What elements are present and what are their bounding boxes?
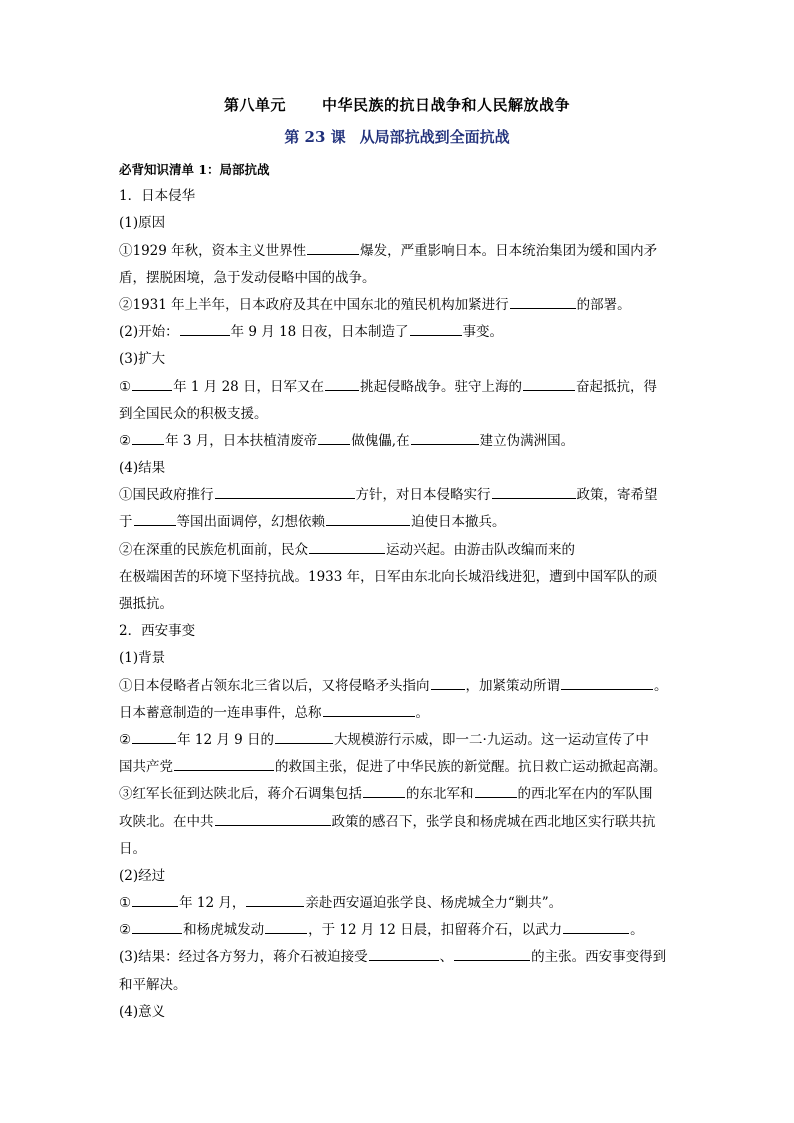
fill-blank[interactable] — [363, 783, 405, 798]
fill-blank[interactable] — [132, 430, 164, 445]
fill-blank[interactable] — [307, 240, 359, 255]
text-line: (3)结果：经过各方努力，蒋介石被迫接受 、 的主张。西安事变得到 — [119, 944, 687, 971]
fill-blank[interactable] — [132, 729, 176, 744]
text-line: 于 等国出面调停，幻想依赖 迫使日本撤兵。 — [119, 509, 687, 536]
subheading: (1)原因 — [119, 215, 166, 232]
text-line: 和平解决。 — [119, 976, 187, 993]
fill-blank[interactable] — [246, 892, 304, 907]
text-line: ③红军长征到达陕北后，蒋介石调集包括 的东北军和 的西北军在内的军队围 — [119, 781, 687, 808]
fill-blank[interactable] — [132, 919, 182, 934]
text-line: 日本蓄意制造的一连串事件，总称 。 — [119, 700, 687, 727]
text-line: (2)开始： 年 9 月 18 日夜，日本制造了 事变。 — [119, 319, 687, 346]
text-line: ②在深重的民族危机面前，民众 运动兴起。由游击队改编而来的 — [119, 537, 687, 564]
text-line: 日。 — [119, 840, 146, 857]
text-line: ①日本侵略者占领东北三省以后，又将侵略矛头指向 ，加紧策动所谓 。 — [119, 673, 687, 700]
fill-blank[interactable] — [132, 892, 178, 907]
subheading: 1．日本侵华 — [119, 188, 196, 205]
section-heading: 必背知识清单 1：局部抗战 — [119, 162, 270, 177]
fill-blank[interactable] — [265, 919, 307, 934]
lesson-name: 从局部抗战到全面抗战 — [359, 128, 510, 146]
fill-blank[interactable] — [563, 919, 629, 934]
fill-blank[interactable] — [454, 946, 530, 961]
document-body — [119, 156, 687, 1026]
fill-blank[interactable] — [323, 702, 415, 717]
text-line: 攻陕北。在中共 政策的感召下，张学良和杨虎城在西北地区实行联共抗 — [119, 809, 687, 836]
text-line: ①国民政府推行 方针，对日本侵略实行 政策，寄希望 — [119, 482, 687, 509]
fill-blank[interactable] — [431, 675, 465, 690]
subheading: 2．西安事变 — [119, 623, 196, 640]
fill-blank[interactable] — [326, 511, 410, 526]
fill-blank[interactable] — [410, 321, 462, 336]
unit-number: 第八单元 — [223, 96, 286, 114]
subheading: (4)结果 — [119, 460, 166, 477]
text-line: ②1931 年上半年，日本政府及其在中国东北的殖民机构加紧进行 的部署。 — [119, 292, 687, 319]
fill-blank[interactable] — [275, 729, 333, 744]
fill-blank[interactable] — [309, 539, 385, 554]
text-line: ② 年 12 月 9 日的 大规模游行示威，即一二·九运动。这一运动宣传了中 — [119, 727, 687, 754]
text-line: 盾，摆脱困境，急于发动侵略中国的战争。 — [119, 269, 376, 286]
fill-blank[interactable] — [561, 675, 653, 690]
subheading: (4)意义 — [119, 1003, 166, 1020]
unit-name: 中华民族的抗日战争和人民解放战争 — [322, 96, 571, 114]
text-line: ① 年 1 月 28 日，日军又在 挑起侵略战争。驻守上海的 奋起抵抗，得 — [119, 374, 687, 401]
fill-blank[interactable] — [215, 484, 355, 499]
unit-title — [0, 94, 794, 115]
text-line: 在极端困苦的环境下坚持抗战。1933 年，日军由东北向长城沿线进犯，遭到中国军队的顽 — [119, 568, 658, 585]
fill-blank[interactable] — [174, 756, 274, 771]
lesson-title — [0, 126, 794, 147]
fill-blank[interactable] — [411, 430, 479, 445]
fill-blank[interactable] — [492, 484, 576, 499]
fill-blank[interactable] — [510, 294, 576, 309]
text-line: ①1929 年秋，资本主义世界性 爆发，严重影响日本。日本统治集团为缓和国内矛 — [119, 238, 687, 265]
fill-blank[interactable] — [523, 376, 575, 391]
subheading: (3)扩大 — [119, 351, 166, 368]
text-line: ② 和杨虎城发动 ，于 12 月 12 日晨，扣留蒋介石，以武力 。 — [119, 917, 687, 944]
fill-blank[interactable] — [369, 946, 439, 961]
text-line: ① 年 12 月， 亲赴西安逼迫张学良、杨虎城全力“剿共”。 — [119, 890, 687, 917]
fill-blank[interactable] — [180, 321, 230, 336]
text-line: 到全国民众的积极支援。 — [119, 405, 268, 422]
text-line: 国共产党 的救国主张，促进了中华民族的新觉醒。抗日救亡运动掀起高潮。 — [119, 754, 687, 781]
fill-blank[interactable] — [132, 376, 172, 391]
subheading: (2)经过 — [119, 867, 166, 884]
text-line: 强抵抗。 — [119, 596, 173, 612]
subheading: (1)背景 — [119, 650, 166, 667]
fill-blank[interactable] — [325, 376, 359, 391]
text-line: ② 年 3 月，日本扶植清废帝 做傀儡,在 建立伪满洲国。 — [119, 428, 687, 455]
lesson-number: 第 23 课 — [284, 128, 346, 146]
fill-blank[interactable] — [318, 430, 350, 445]
fill-blank[interactable] — [134, 511, 176, 526]
fill-blank[interactable] — [215, 811, 331, 826]
fill-blank[interactable] — [475, 783, 517, 798]
